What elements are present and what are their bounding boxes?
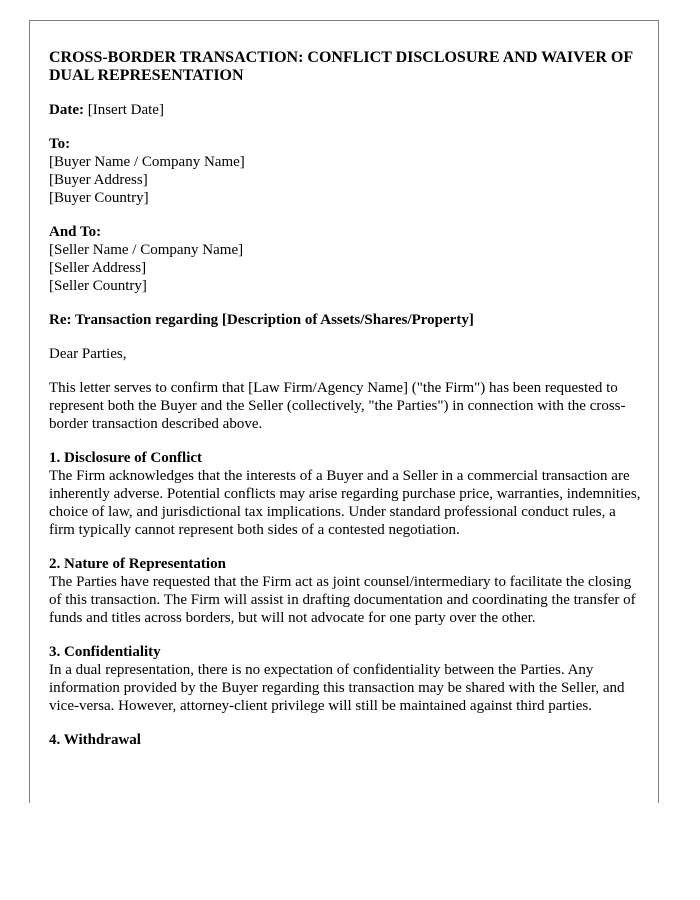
seller-name: [Seller Name / Company Name] [49,242,244,258]
section-heading: 4. Withdrawal [49,732,141,748]
section-body: The Parties have requested that the Firm act as joint counsel/intermediary to facilitate the closing of this transaction. The Firm will assist in drafting documentation and coordinating the transfer of funds and titles across borders, but will not advocate for one party over the other. [49,574,636,626]
section-withdrawal [49,731,643,749]
section-body: The Firm acknowledges that the interests of a Buyer and a Seller in a commercial transaction are inherently adverse. Potential conflicts may arise regarding purchase price, warranties, indemnities, choice of law, and jurisdictional tax implications. Under standard professional conduct rules, a firm typically cannot represent both sides of a contested negotiation. [49,468,641,538]
date-line [49,101,643,119]
salutation: Dear Parties, [49,346,127,362]
buyer-name: [Buyer Name / Company Name] [49,154,245,170]
seller-address: [Seller Address] [49,260,147,276]
seller-country: [Seller Country] [49,278,147,294]
re-line: Re: Transaction regarding [Description of Assets/Shares/Property] [49,312,474,328]
and-to-label: And To: [49,224,102,240]
section-heading: 2. Nature of Representation [49,556,226,572]
letter-content [49,49,643,765]
buyer-country: [Buyer Country] [49,190,149,206]
buyer-address: [Buyer Address] [49,172,148,188]
date-value: [Insert Date] [87,102,164,118]
section-body: In a dual representation, there is no expectation of confidentiality between the Parties. Any information provided by the Buyer regarding this transaction may be shared with the Seller, and vice-versa. However, attorney-client privilege will still be maintained against third parties. [49,662,625,714]
document-title: CROSS-BORDER TRANSACTION: CONFLICT DISCLOSURE AND WAIVER OF DUAL REPRESENTATION [49,49,633,84]
buyer-address-block [49,135,643,207]
section-confidentiality [49,643,643,715]
date-label: Date: [49,102,84,118]
section-heading: 3. Confidentiality [49,644,161,660]
letter-page [29,20,659,803]
intro-paragraph: This letter serves to confirm that [Law Firm/Agency Name] ("the Firm") has been requested to represent both the Buyer and the Seller (collectively, "the Parties") in connection with the cross-border transaction described above. [49,380,626,432]
section-disclosure [49,449,643,539]
to-label: To: [49,136,71,152]
seller-address-block [49,223,643,295]
section-heading: 1. Disclosure of Conflict [49,450,203,466]
section-representation [49,555,643,627]
